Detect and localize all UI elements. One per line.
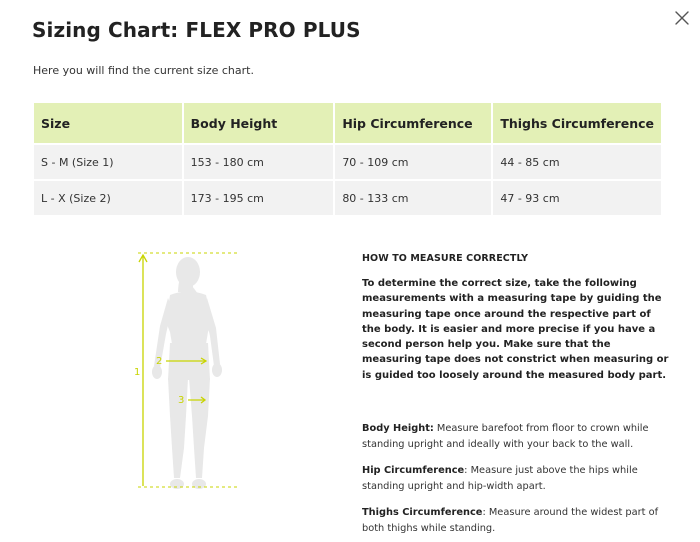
definition-body-height bbox=[362, 421, 670, 452]
definition-term: Thighs Circumference bbox=[362, 507, 483, 519]
definition-term: Body Height: bbox=[362, 423, 434, 435]
table-row bbox=[34, 143, 661, 179]
header-hip-circumference: Hip Circumference bbox=[335, 103, 491, 143]
cell-body-height: 173 - 195 cm bbox=[184, 179, 334, 215]
definition-hip-circumference bbox=[362, 463, 670, 494]
definition-text: : Measure just above the hips while standing upright and hip-width apart. bbox=[362, 465, 638, 492]
cell-hip-circumference: 70 - 109 cm bbox=[335, 143, 491, 179]
size-table bbox=[32, 103, 663, 215]
close-icon bbox=[672, 8, 692, 28]
measurement-figure bbox=[130, 248, 250, 498]
header-body-height: Body Height bbox=[184, 103, 334, 143]
definition-term: Hip Circumference bbox=[362, 465, 465, 477]
intro-text: Here you will find the current size chart. bbox=[33, 64, 254, 77]
how-to-measure-body: To determine the correct size, take the following measurements with a measuring tape by guiding the measuring tape once around the respective part of the body. It is easier and more precise if you have a second person help you. Make sure that the measuring tape does not constrict when measuring or is guided too loosely around the measured body part. bbox=[362, 278, 669, 381]
table-row bbox=[34, 179, 661, 215]
modal-title: Sizing Chart: FLEX PRO PLUS bbox=[32, 18, 361, 42]
label-3: 3 bbox=[178, 395, 185, 406]
close-button[interactable] bbox=[672, 8, 692, 28]
table-header-row bbox=[34, 103, 661, 143]
label-2: 2 bbox=[156, 356, 163, 367]
label-1: 1 bbox=[134, 367, 141, 378]
definition-text: Measure barefoot from floor to crown while standing upright and ideally with your back to the wall. bbox=[362, 423, 649, 450]
cell-thighs-circumference: 47 - 93 cm bbox=[493, 179, 661, 215]
header-thighs-circumference: Thighs Circumference bbox=[493, 103, 661, 143]
cell-hip-circumference: 80 - 133 cm bbox=[335, 179, 491, 215]
cell-body-height: 153 - 180 cm bbox=[184, 143, 334, 179]
definition-text: : Measure around the widest part of both thighs while standing. bbox=[362, 507, 659, 534]
body-silhouette-illustration bbox=[130, 248, 250, 498]
cell-thighs-circumference: 44 - 85 cm bbox=[493, 143, 661, 179]
header-size: Size bbox=[34, 103, 182, 143]
measure-instructions bbox=[362, 253, 672, 542]
definition-thighs-circumference bbox=[362, 505, 670, 536]
cell-size: L - X (Size 2) bbox=[34, 179, 182, 215]
definitions-list bbox=[362, 421, 672, 536]
body-silhouette bbox=[152, 257, 222, 489]
cell-size: S - M (Size 1) bbox=[34, 143, 182, 179]
how-to-measure-heading: HOW TO MEASURE CORRECTLY bbox=[362, 253, 529, 264]
